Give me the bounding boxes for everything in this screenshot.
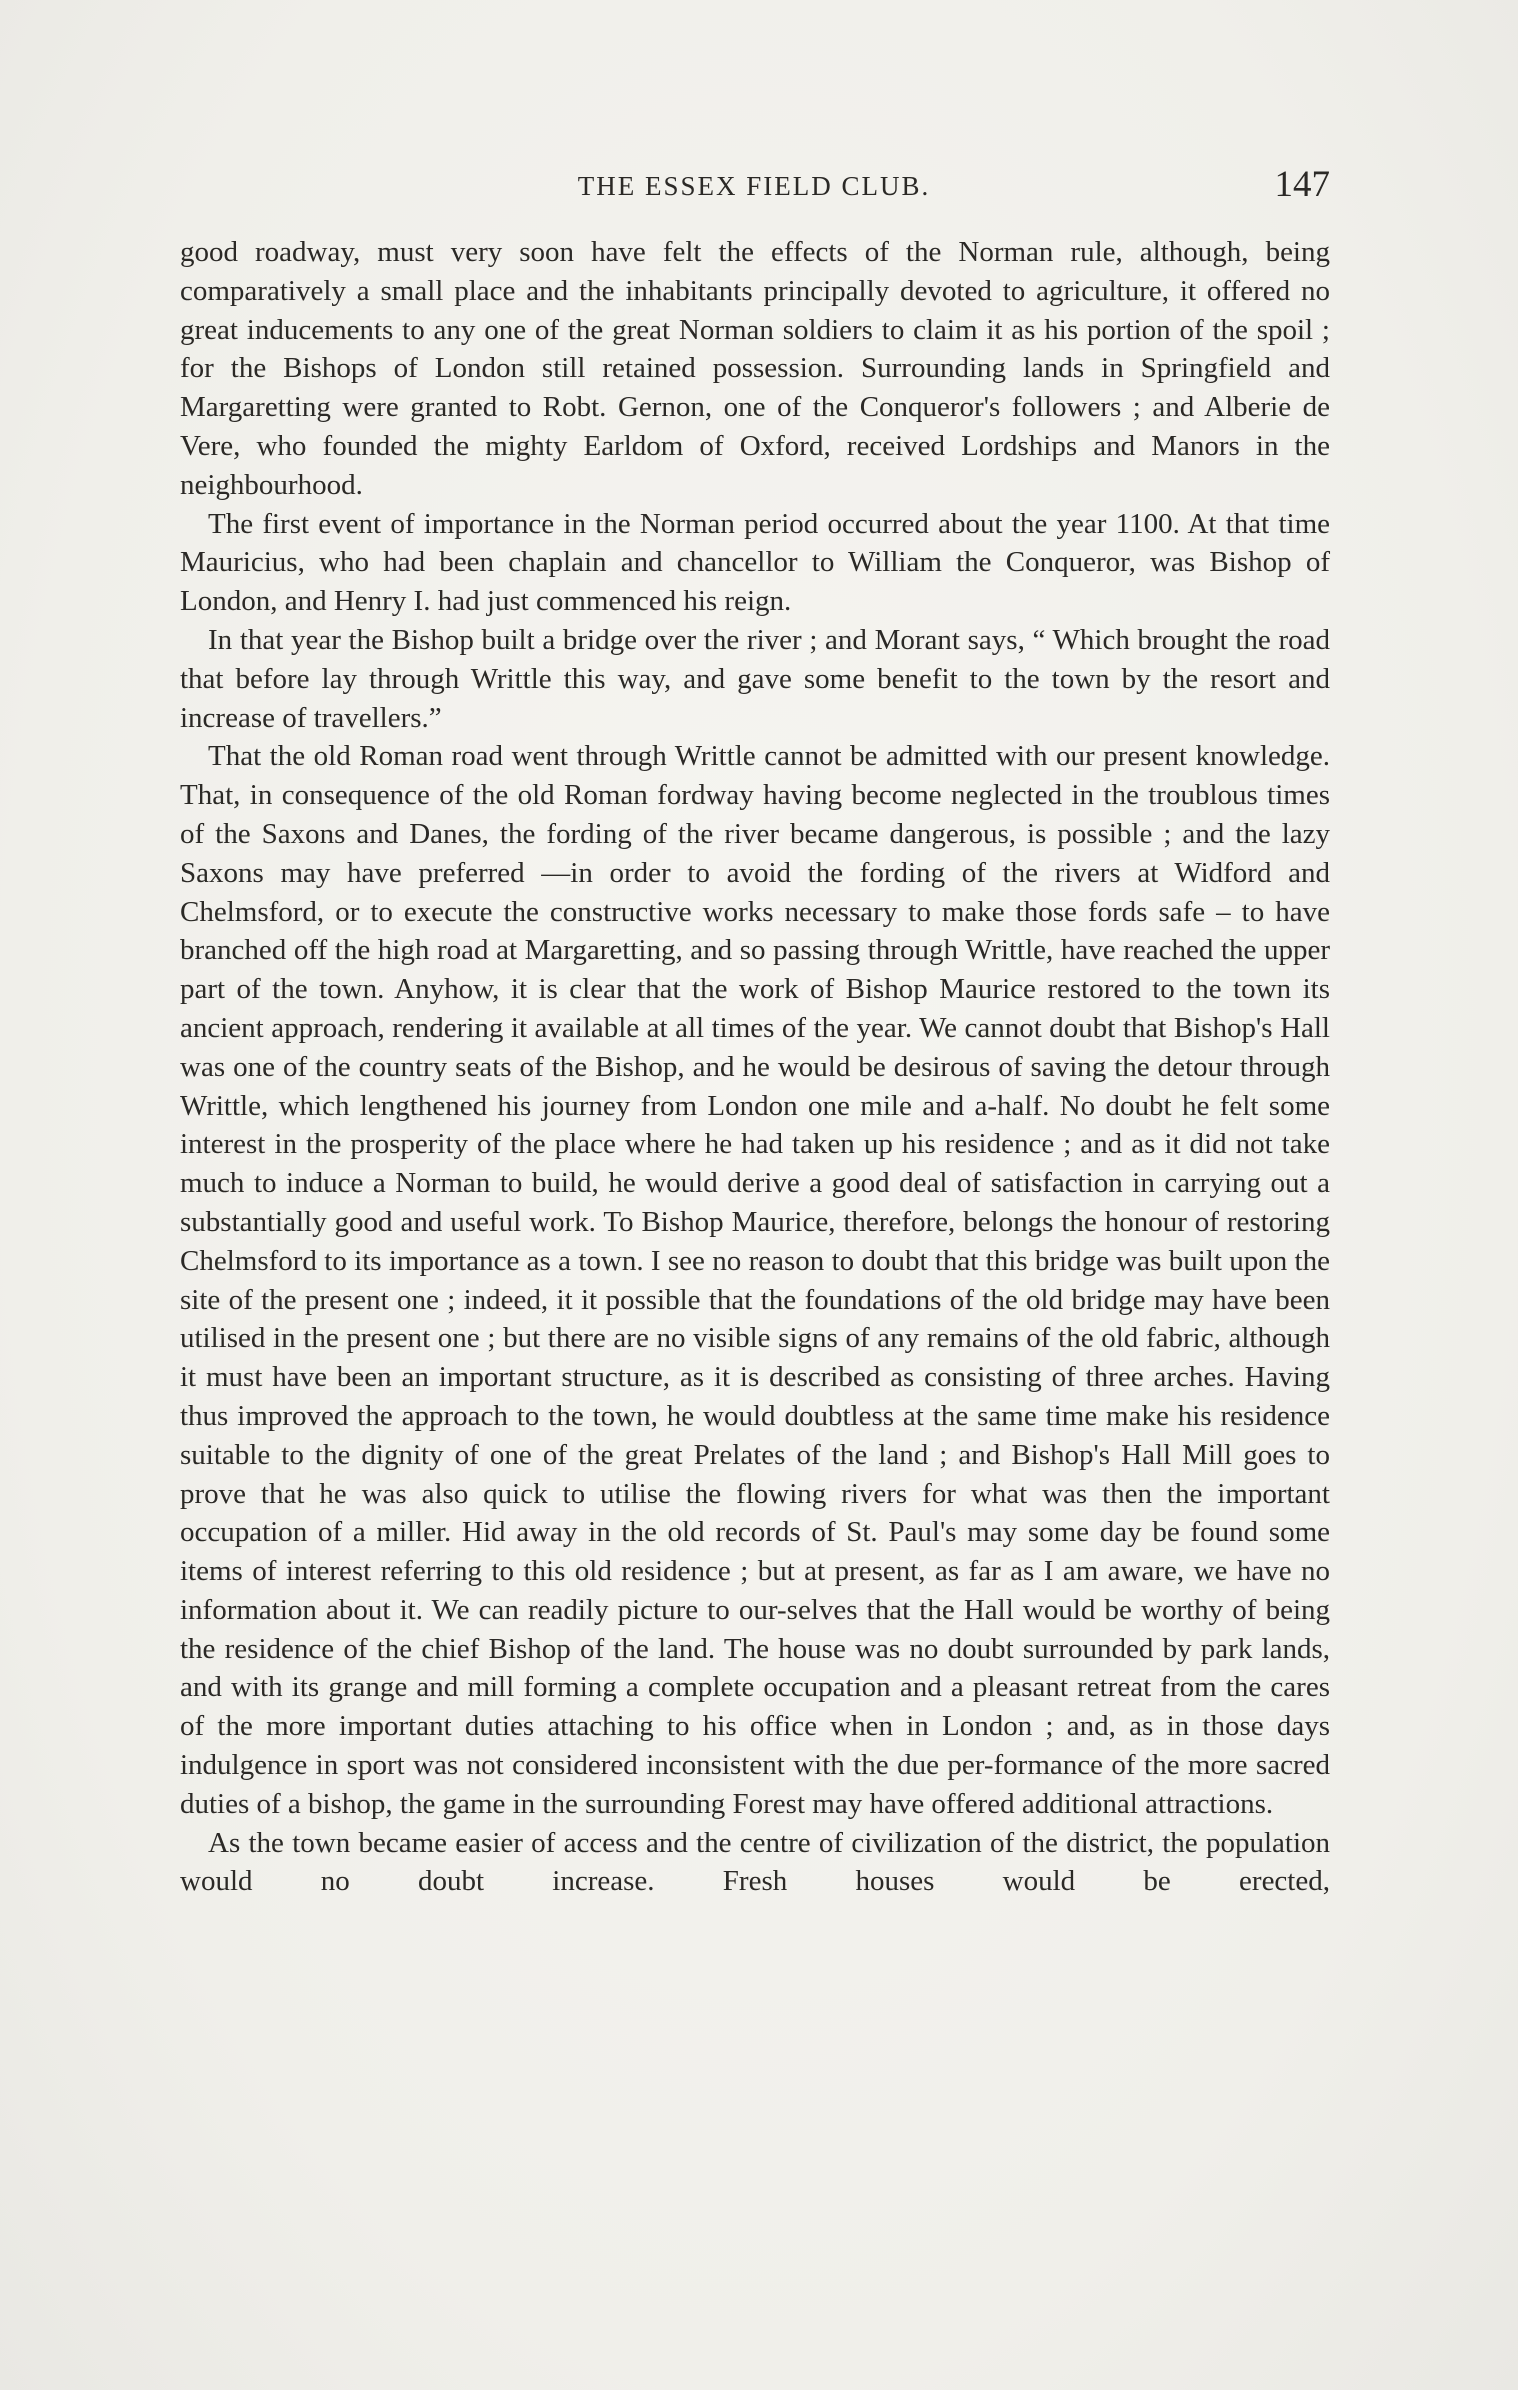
page-header bbox=[178, 163, 1330, 213]
page-number: 147 bbox=[1274, 164, 1330, 205]
paragraph: As the town became easier of access and the centre of civilization of the district, the population would no doubt increase. Fresh houses would be erected, bbox=[180, 1826, 1330, 1898]
body-text bbox=[180, 233, 1330, 1901]
paragraph: That the old Roman road went through Writtle cannot be admitted with our present knowledge. That, in consequence of the old Roman fordway having become neglected in the troublous times of the Saxons and Danes, the fording of the river became dangerous, is possible ; and the lazy Saxons may have preferred —in order to avoid the fording of the rivers at Widford and Chelmsford, or to execute the constructive works necessary to make those fords safe – to have branched off the high road at Margaretting, and so passing through Writtle, have reached the upper part of the town. Anyhow, it is clear that the work of Bishop Maurice restored to the town its ancient approach, rendering it available at all times of the year. We cannot doubt that Bishop's Hall was one of the country seats of the Bishop, and he would be desirous of saving the detour through Writtle, which lengthened his journey from London one mile and a-half. No doubt he felt some interest in the prosperity of the place where he had taken up his residence ; and as it did not take much to induce a Norman to build, he would derive a good deal of satisfaction in carrying out a substantially good and useful work. To Bishop Maurice, therefore, belongs the honour of restoring Chelmsford to its importance as a town. I see no reason to doubt that this bridge was built upon the site of the present one ; indeed, it it possible that the foundations of the old bridge may have been utilised in the present one ; but there are no visible signs of any remains of the old fabric, although it must have been an important structure, as it is described as consisting of three arches. Having thus improved the approach to the town, he would doubtless at the same time make his residence suitable to the dignity of one of the great Prelates of the land ; and Bishop's Hall Mill goes to prove that he was also quick to utilise the flowing rivers for what was then the important occupation of a miller. Hid away in the old records of St. Paul's may some day be found some items of interest referring to this old residence ; but at present, as far as I am aware, we have no information about it. We can readily picture to our-selves that the Hall would be worthy of being the residence of the chief Bishop of the land. The house was no doubt surrounded by park lands, and with its grange and mill forming a complete occupation and a pleasant retreat from the cares of the more important duties attaching to his office when in London ; and, as in those days indulgence in sport was not considered inconsistent with the due per-formance of the more sacred duties of a bishop, the game in the surrounding Forest may have offered additional attractions. bbox=[180, 740, 1330, 1820]
paragraph: good roadway, must very soon have felt the effects of the Norman rule, although, being comparatively a small place and the inhabitants principally devoted to agriculture, it offered no great inducements to any one of the great Norman soldiers to claim it as his portion of the spoil ; for the Bishops of London still retained possession. Surrounding lands in Springfield and Margaretting were granted to Robt. Gernon, one of the Conqueror's followers ; and Alberie de Vere, who founded the mighty Earldom of Oxford, received Lordships and Manors in the neighbourhood. bbox=[180, 236, 1330, 501]
paragraph: The first event of importance in the Norman period occurred about the year 1100. At that time Mauricius, who had been chaplain and chancellor to William the Conqueror, was Bishop of London, and Henry I. had just commenced his reign. bbox=[180, 507, 1330, 618]
paragraph: In that year the Bishop built a bridge over the river ; and Morant says, “ Which brought the road that before lay through Writtle this way, and gave some benefit to the town by the resort and increase of travellers.” bbox=[180, 623, 1330, 734]
running-head: THE ESSEX FIELD CLUB. bbox=[577, 171, 931, 201]
